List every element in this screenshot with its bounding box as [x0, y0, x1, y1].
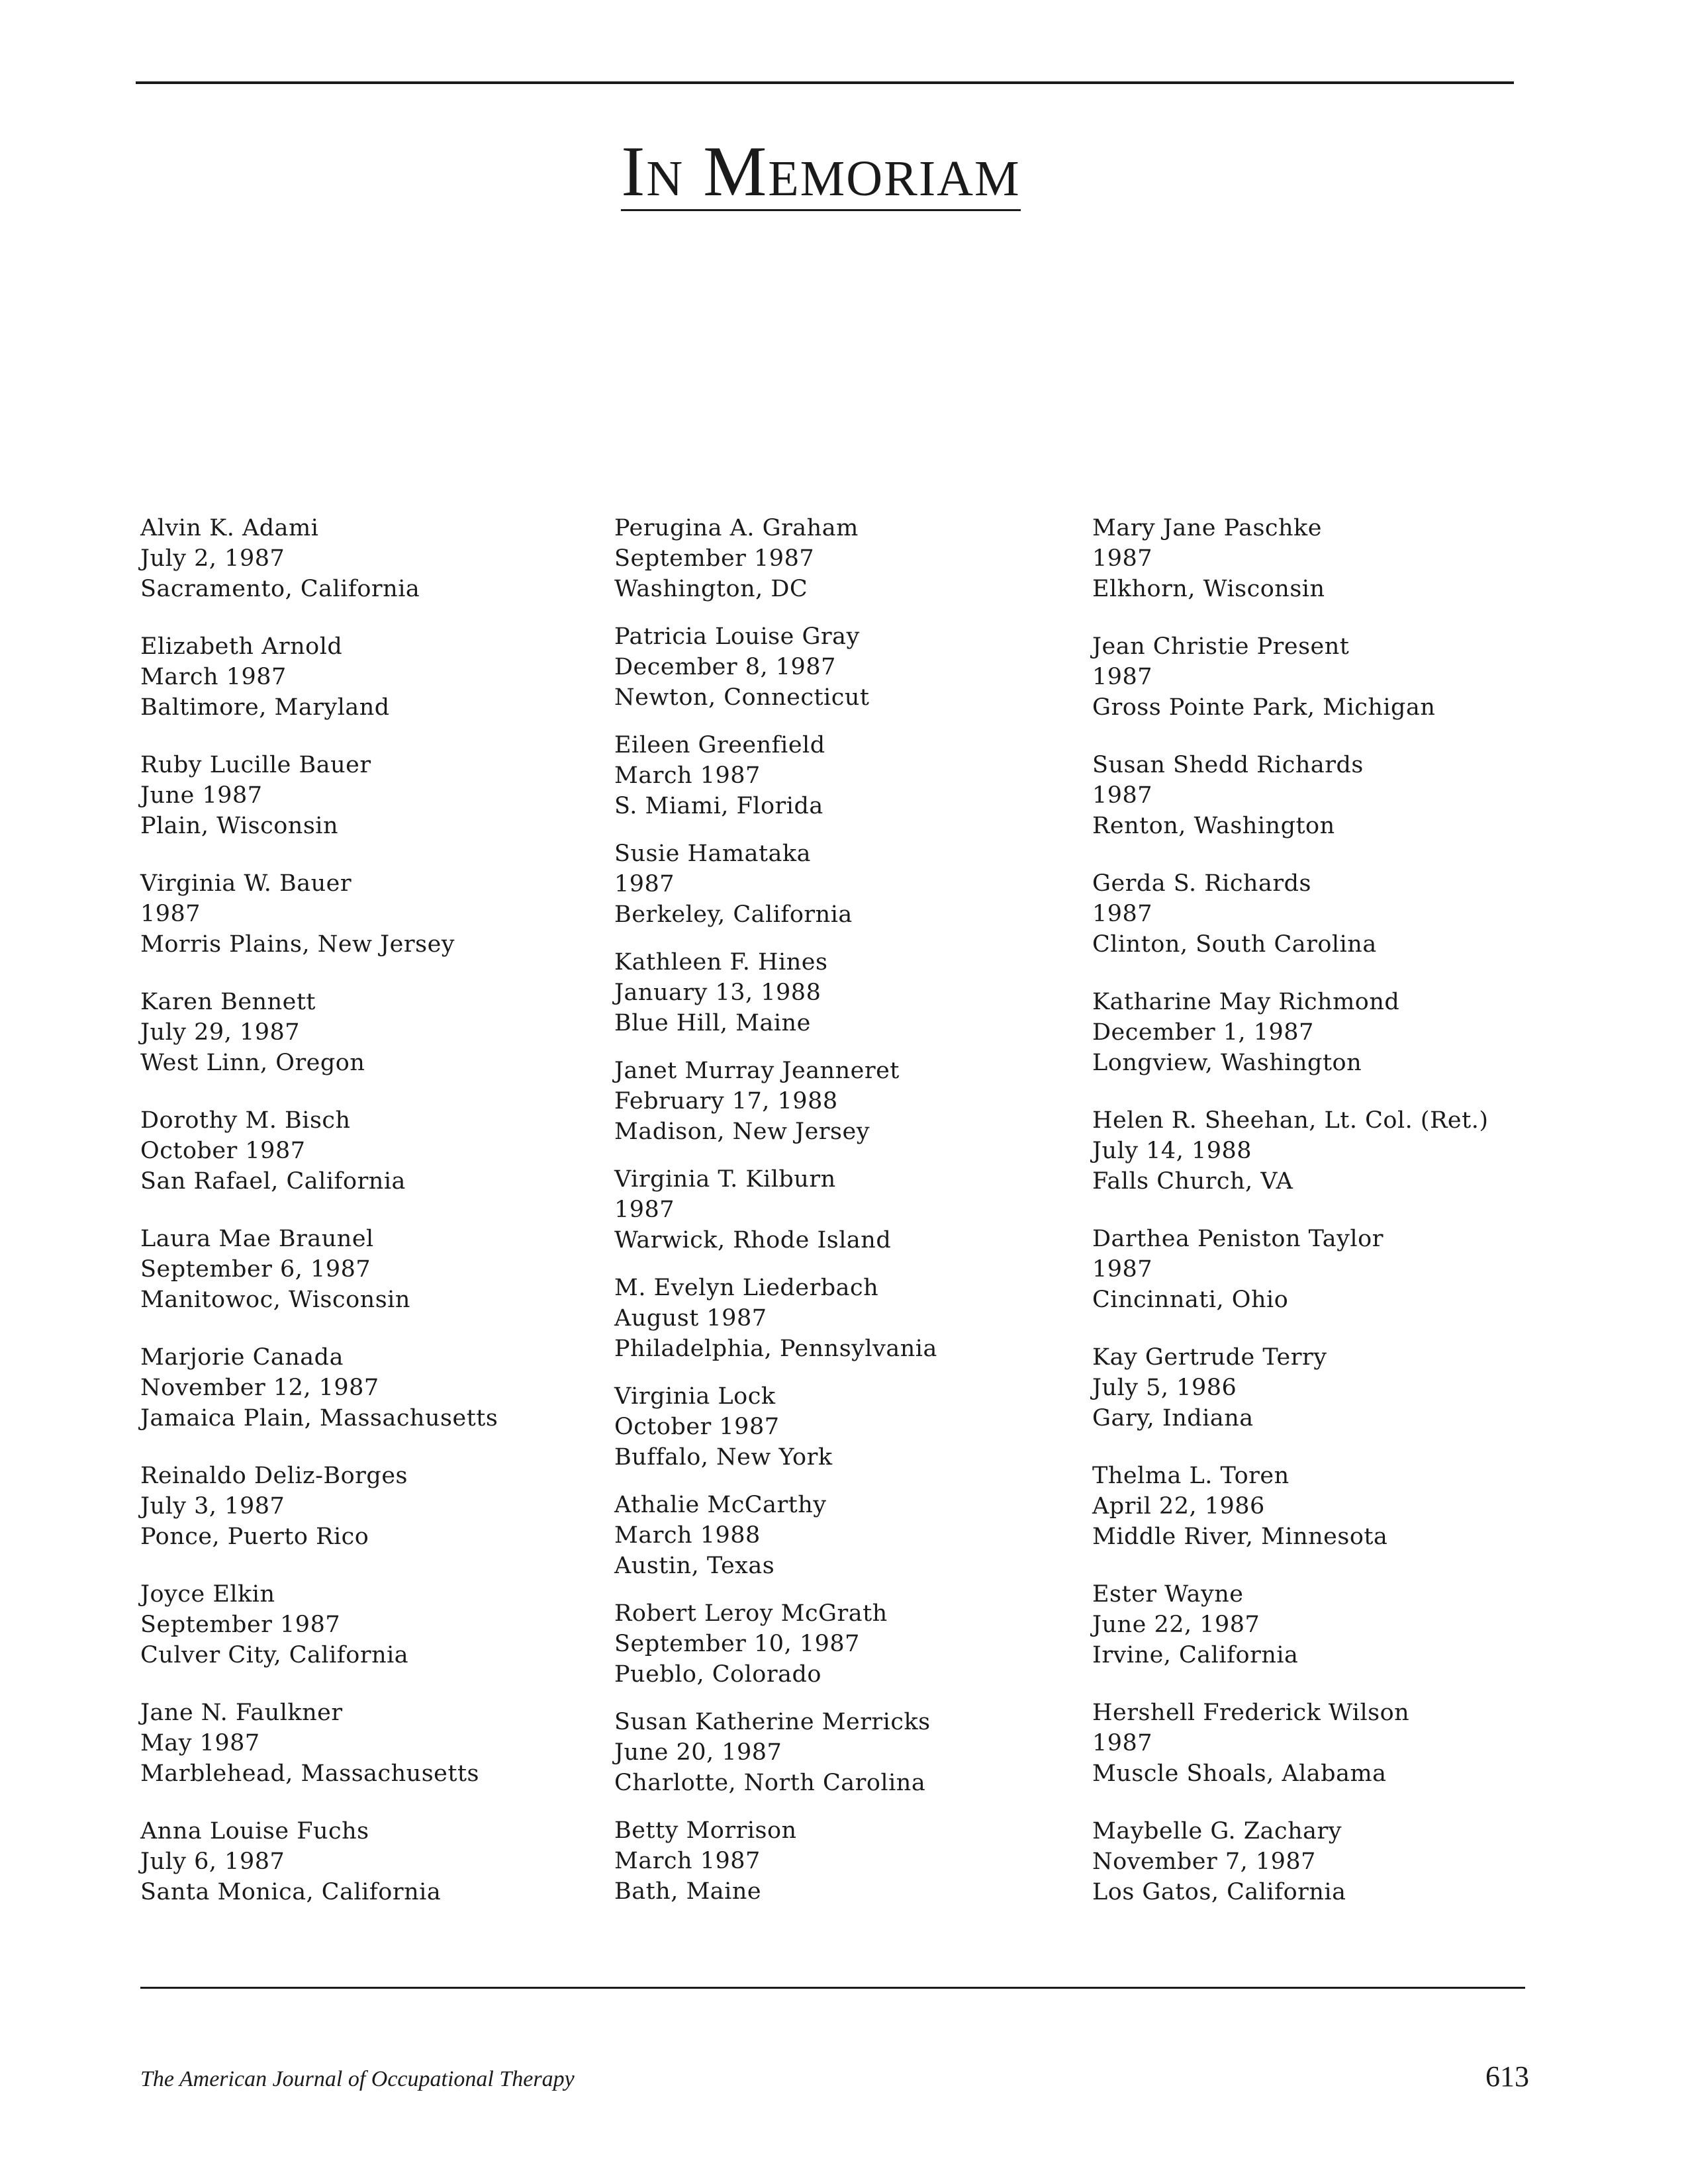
memorial-entry	[1092, 1342, 1556, 1433]
entry-date: March 1987	[614, 1848, 761, 1874]
entry-place: Clinton, South Carolina	[1092, 931, 1377, 958]
entry-date: 1987	[1092, 782, 1153, 809]
entry-place: Gross Pointe Park, Michigan	[1092, 694, 1436, 721]
entry-name: Virginia T. Kilburn	[614, 1166, 836, 1193]
memorial-entry	[140, 1105, 604, 1197]
memorial-entry	[614, 1815, 1078, 1907]
entry-date: July 29, 1987	[140, 1019, 301, 1046]
memorial-entry	[140, 868, 604, 960]
entry-place: Madison, New Jersey	[614, 1118, 870, 1145]
entry-date: November 7, 1987	[1092, 1848, 1316, 1875]
page-number: 613	[1485, 2060, 1529, 2093]
entry-name: Laura Mae Braunel	[140, 1226, 374, 1252]
entry-name: Athalie McCarthy	[614, 1492, 827, 1518]
entry-date: 1987	[1092, 664, 1153, 690]
entry-place: Morris Plains, New Jersey	[140, 931, 455, 958]
entry-name: Janet Murray Jeanneret	[614, 1058, 900, 1084]
entry-place: Marblehead, Massachusetts	[140, 1760, 479, 1787]
entry-date: 1987	[614, 871, 675, 897]
entry-date: 1987	[1092, 901, 1153, 927]
memorial-entry	[614, 1490, 1078, 1581]
entry-date: September 1987	[614, 545, 815, 572]
entry-date: March 1988	[614, 1522, 761, 1549]
memorial-entry	[1092, 750, 1556, 841]
entry-place: San Rafael, California	[140, 1168, 406, 1195]
entry-name: Ester Wayne	[1092, 1581, 1244, 1608]
entry-date: August 1987	[614, 1305, 767, 1332]
entry-date: 1987	[1092, 1730, 1153, 1756]
entry-date: July 6, 1987	[140, 1848, 285, 1875]
top-rule	[136, 81, 1514, 84]
entry-place: Buffalo, New York	[614, 1444, 833, 1471]
entry-place: Manitowoc, Wisconsin	[140, 1287, 410, 1313]
entry-place: Berkeley, California	[614, 901, 853, 928]
entry-place: Plain, Wisconsin	[140, 813, 339, 839]
memorial-entry	[1092, 1224, 1556, 1315]
memorial-entry	[614, 1707, 1078, 1798]
entry-date: January 13, 1988	[614, 979, 821, 1006]
entry-place: Bath, Maine	[614, 1878, 762, 1905]
entry-name: Gerda S. Richards	[1092, 870, 1311, 897]
entry-date: 1987	[140, 901, 201, 927]
memorial-entry	[1092, 513, 1556, 604]
page-title	[0, 132, 1642, 212]
entry-date: September 10, 1987	[614, 1631, 860, 1657]
entry-place: Cincinnati, Ohio	[1092, 1287, 1289, 1313]
memorial-entry	[614, 1164, 1078, 1255]
entry-place: Ponce, Puerto Rico	[140, 1524, 369, 1550]
entry-date: October 1987	[614, 1414, 780, 1440]
entry-name: Hershell Frederick Wilson	[1092, 1700, 1410, 1726]
entry-place: Culver City, California	[140, 1642, 409, 1668]
memorial-entry	[614, 1598, 1078, 1690]
entry-name: Virginia Lock	[614, 1383, 776, 1410]
memorial-entry	[140, 1224, 604, 1315]
entry-date: July 14, 1988	[1092, 1138, 1252, 1164]
entry-date: July 2, 1987	[140, 545, 285, 572]
entry-name: Virginia W. Bauer	[140, 870, 352, 897]
memorial-entry	[1092, 1698, 1556, 1789]
entry-name: Katharine May Richmond	[1092, 989, 1400, 1015]
memorial-entry	[1092, 1816, 1556, 1907]
entry-date: 1987	[1092, 1256, 1153, 1283]
entry-name: Betty Morrison	[614, 1817, 797, 1844]
memorial-entry	[614, 621, 1078, 713]
entry-date: February 17, 1988	[614, 1088, 838, 1115]
entry-date: 1987	[614, 1197, 675, 1223]
memorial-entry	[140, 1342, 604, 1433]
entry-name: Susan Shedd Richards	[1092, 752, 1364, 778]
entry-name: Jane N. Faulkner	[140, 1700, 343, 1726]
entry-date: June 22, 1987	[1092, 1612, 1260, 1638]
memorial-entry	[1092, 868, 1556, 960]
memorial-entry	[140, 1698, 604, 1789]
entry-place: Middle River, Minnesota	[1092, 1524, 1388, 1550]
entry-place: Falls Church, VA	[1092, 1168, 1293, 1195]
entry-place: West Linn, Oregon	[140, 1050, 365, 1076]
entry-place: Los Gatos, California	[1092, 1879, 1346, 1905]
journal-name: The American Journal of Occupational Therapy	[140, 2067, 575, 2091]
entry-place: Renton, Washington	[1092, 813, 1335, 839]
entry-name: Joyce Elkin	[140, 1581, 275, 1608]
entry-name: Karen Bennett	[140, 989, 316, 1015]
entry-place: Santa Monica, California	[140, 1879, 442, 1905]
memorial-entry	[140, 513, 604, 604]
memorial-entry	[614, 513, 1078, 604]
entry-name: Alvin K. Adami	[140, 515, 319, 541]
entry-name: Robert Leroy McGrath	[614, 1600, 888, 1627]
entry-name: Susan Katherine Merricks	[614, 1709, 931, 1735]
entry-place: Warwick, Rhode Island	[614, 1227, 892, 1253]
entry-name: Susie Hamataka	[614, 841, 811, 867]
memorial-entry	[614, 730, 1078, 821]
entry-name: Kay Gertrude Terry	[1092, 1344, 1327, 1371]
entry-date: December 8, 1987	[614, 654, 836, 680]
entry-place: Pueblo, Colorado	[614, 1661, 821, 1688]
entry-name: Jean Christie Present	[1092, 633, 1350, 660]
entry-date: July 3, 1987	[140, 1493, 285, 1520]
entry-name: Reinaldo Deliz-Borges	[140, 1463, 408, 1489]
entry-date: October 1987	[140, 1138, 306, 1164]
entry-date: September 6, 1987	[140, 1256, 371, 1283]
entry-date: July 5, 1986	[1092, 1375, 1237, 1401]
memorial-entry	[140, 631, 604, 723]
entry-name: Maybelle G. Zachary	[1092, 1818, 1342, 1844]
entry-name: Perugina A. Graham	[614, 515, 859, 541]
page-title-text: In Memoriam	[621, 132, 1021, 212]
memorial-entry	[614, 1381, 1078, 1473]
entry-name: Elizabeth Arnold	[140, 633, 343, 660]
memorial-entry	[140, 750, 604, 841]
entry-date: September 1987	[140, 1612, 341, 1638]
memorial-entry	[140, 987, 604, 1078]
memorial-entry	[614, 839, 1078, 930]
entry-name: M. Evelyn Liederbach	[614, 1275, 879, 1301]
entry-place: Elkhorn, Wisconsin	[1092, 576, 1325, 602]
entry-date: April 22, 1986	[1092, 1493, 1265, 1520]
entry-name: Helen R. Sheehan, Lt. Col. (Ret.)	[1092, 1107, 1489, 1134]
entry-place: Charlotte, North Carolina	[614, 1770, 926, 1796]
entry-place: Longview, Washington	[1092, 1050, 1362, 1076]
entry-name: Thelma L. Toren	[1092, 1463, 1289, 1489]
entry-name: Eileen Greenfield	[614, 732, 825, 758]
entry-date: November 12, 1987	[140, 1375, 379, 1401]
memorial-entry	[614, 1056, 1078, 1147]
memorial-entry	[1092, 1105, 1556, 1197]
entry-place: Blue Hill, Maine	[614, 1010, 811, 1036]
entry-name: Dorothy M. Bisch	[140, 1107, 351, 1134]
footer-rule	[140, 1987, 1525, 1989]
memorial-entry	[1092, 631, 1556, 723]
memorial-entry	[1092, 1461, 1556, 1552]
entry-date: March 1987	[140, 664, 287, 690]
entry-name: Ruby Lucille Bauer	[140, 752, 371, 778]
entry-date: June 20, 1987	[614, 1739, 782, 1766]
entry-place: Sacramento, California	[140, 576, 420, 602]
entry-place: Gary, Indiana	[1092, 1405, 1254, 1432]
entry-place: S. Miami, Florida	[614, 793, 823, 819]
entry-date: June 1987	[140, 782, 263, 809]
memorial-entry	[614, 947, 1078, 1038]
entry-place: Baltimore, Maryland	[140, 694, 390, 721]
memorial-entry	[140, 1579, 604, 1670]
entry-name: Mary Jane Paschke	[1092, 515, 1322, 541]
memorial-entry	[140, 1461, 604, 1552]
entry-name: Darthea Peniston Taylor	[1092, 1226, 1383, 1252]
entry-place: Irvine, California	[1092, 1642, 1299, 1668]
memorial-entry	[140, 1816, 604, 1907]
entry-date: March 1987	[614, 762, 761, 789]
memorial-entry	[1092, 987, 1556, 1078]
entry-date: 1987	[1092, 545, 1153, 572]
entry-date: December 1, 1987	[1092, 1019, 1314, 1046]
entry-place: Muscle Shoals, Alabama	[1092, 1760, 1387, 1787]
entry-date: May 1987	[140, 1730, 260, 1756]
entry-place: Jamaica Plain, Massachusetts	[140, 1405, 498, 1432]
entry-place: Austin, Texas	[614, 1553, 775, 1579]
memorial-entry	[614, 1273, 1078, 1364]
entry-place: Philadelphia, Pennsylvania	[614, 1336, 937, 1362]
entry-name: Patricia Louise Gray	[614, 623, 860, 650]
entry-name: Anna Louise Fuchs	[140, 1818, 369, 1844]
entry-name: Kathleen F. Hines	[614, 949, 828, 976]
memorial-entry	[1092, 1579, 1556, 1670]
entry-name: Marjorie Canada	[140, 1344, 344, 1371]
entry-place: Newton, Connecticut	[614, 684, 870, 711]
entry-place: Washington, DC	[614, 576, 808, 602]
